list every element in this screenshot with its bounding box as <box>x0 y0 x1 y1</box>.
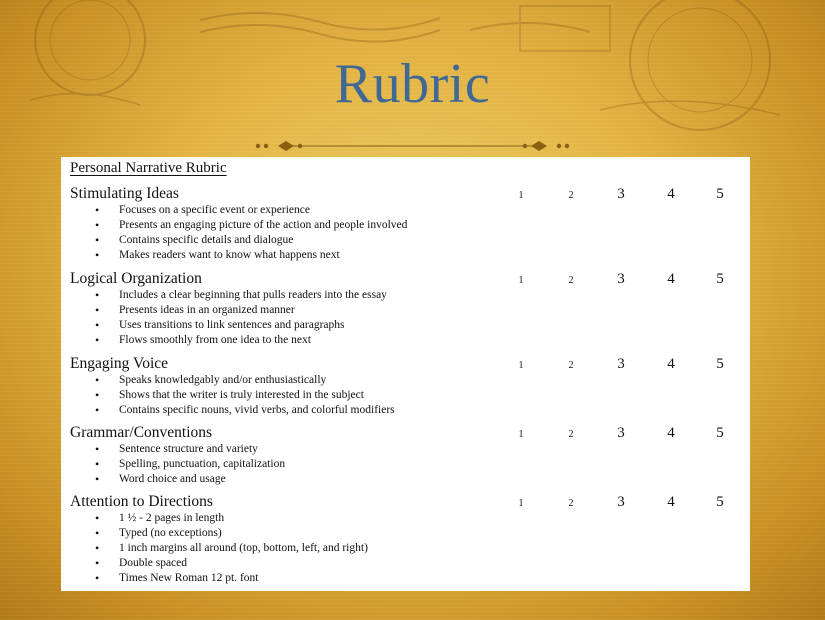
section-title: Attention to Directions <box>70 493 213 510</box>
score-4: 4 <box>667 494 675 510</box>
list-item: • Contains specific details and dialogue <box>95 233 294 247</box>
list-item: • Sentence structure and variety <box>95 442 258 456</box>
list-item: • Presents an engaging picture of the action and people involved <box>95 218 408 232</box>
score-4: 4 <box>667 271 675 287</box>
criteria-list <box>70 288 745 348</box>
section-title: Grammar/Conventions <box>70 424 213 441</box>
rubric-panel <box>61 157 750 591</box>
score-4: 4 <box>667 356 675 372</box>
list-item: • Flows smoothly from one idea to the next <box>95 333 311 347</box>
score-3: 3 <box>617 356 625 372</box>
score-4: 4 <box>667 425 675 441</box>
score-2: 2 <box>568 190 574 201</box>
criteria-list <box>70 373 745 418</box>
ornament-divider <box>240 136 585 156</box>
rubric-section-engaging-voice <box>70 355 745 418</box>
score-5: 5 <box>716 494 724 510</box>
list-item: • Typed (no exceptions) <box>95 526 222 540</box>
score-5: 5 <box>716 425 724 441</box>
score-5: 5 <box>716 271 724 287</box>
criteria-list <box>70 442 745 487</box>
score-1: 1 <box>518 360 524 371</box>
section-title: Logical Organization <box>70 270 202 287</box>
score-3: 3 <box>617 494 625 510</box>
rubric-section-grammar-conventions <box>70 424 745 487</box>
list-item: • Double spaced <box>95 556 188 570</box>
criteria-list <box>70 511 745 586</box>
list-item: • Word choice and usage <box>95 472 226 486</box>
list-item: • 1 ½ - 2 pages in length <box>95 511 225 525</box>
score-1: 1 <box>518 429 524 440</box>
score-5: 5 <box>716 186 724 202</box>
rubric-section-attention-to-directions <box>70 493 745 586</box>
list-item: • Speaks knowledgably and/or enthusiastically <box>95 373 327 387</box>
score-5: 5 <box>716 356 724 372</box>
score-1: 1 <box>518 275 524 286</box>
list-item: • Spelling, punctuation, capitalization <box>95 457 286 471</box>
section-title: Stimulating Ideas <box>70 185 179 202</box>
slide-title: Rubric <box>334 53 491 115</box>
list-item: • Times New Roman 12 pt. font <box>95 571 259 585</box>
list-item: • Presents ideas in an organized manner <box>95 303 295 317</box>
criteria-list <box>70 203 745 263</box>
score-3: 3 <box>617 186 625 202</box>
score-1: 1 <box>518 498 524 509</box>
list-item: • Includes a clear beginning that pulls readers into the essay <box>95 288 387 302</box>
score-1: 1 <box>518 190 524 201</box>
list-item: • Contains specific nouns, vivid verbs, and colorful modifiers <box>95 403 395 417</box>
score-4: 4 <box>667 186 675 202</box>
score-2: 2 <box>568 498 574 509</box>
rubric-heading: Personal Narrative Rubric <box>70 160 227 176</box>
rubric-section-logical-organization <box>70 270 745 348</box>
score-2: 2 <box>568 275 574 286</box>
score-3: 3 <box>617 271 625 287</box>
score-2: 2 <box>568 429 574 440</box>
section-title: Engaging Voice <box>70 355 169 372</box>
rubric-section-stimulating-ideas <box>70 185 745 263</box>
list-item: • 1 inch margins all around (top, bottom, left, and right) <box>95 541 368 555</box>
score-3: 3 <box>617 425 625 441</box>
list-item: • Focuses on a specific event or experience <box>95 203 310 217</box>
list-item: • Makes readers want to know what happens next <box>95 248 340 262</box>
list-item: • Shows that the writer is truly interested in the subject <box>95 388 364 402</box>
list-item: • Uses transitions to link sentences and paragraphs <box>95 318 345 332</box>
score-2: 2 <box>568 360 574 371</box>
